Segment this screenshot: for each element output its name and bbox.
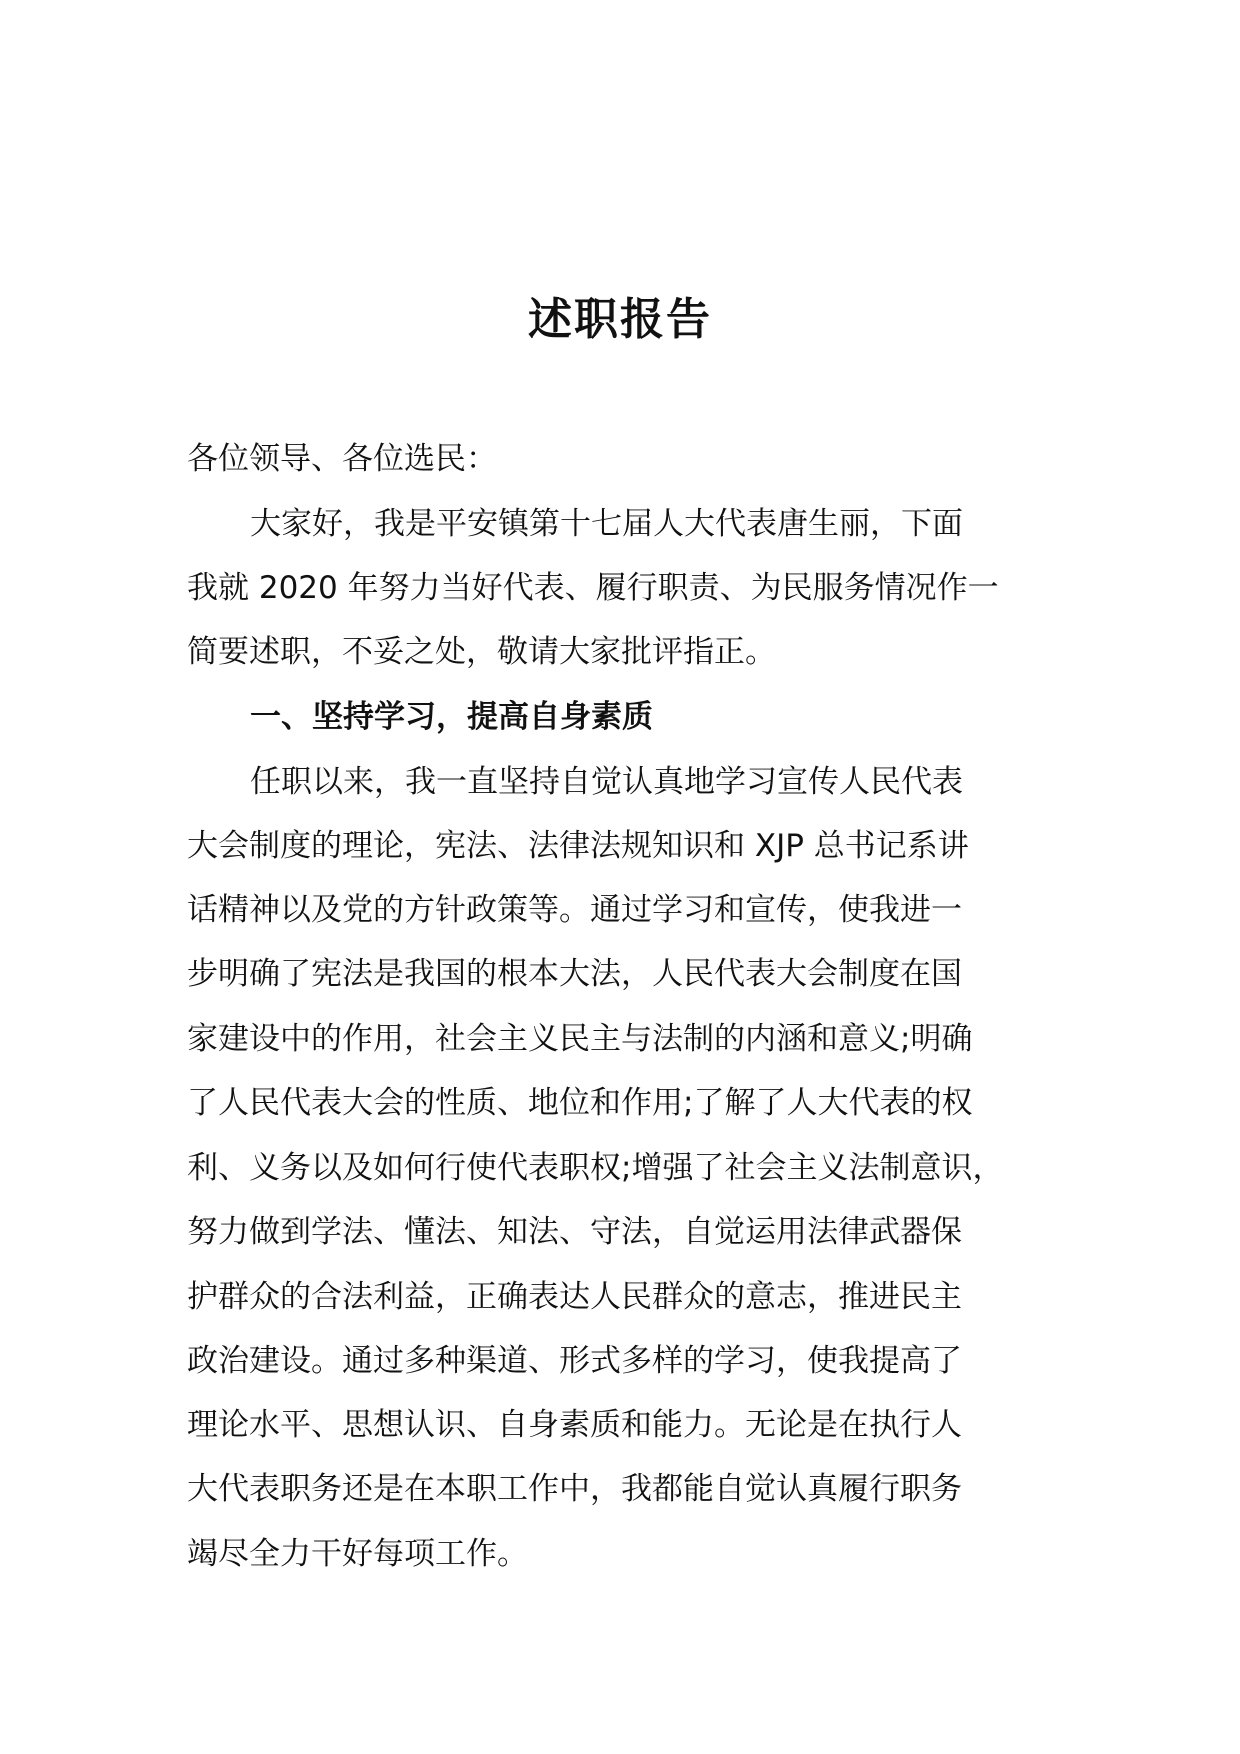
paragraph-line: 竭尽全力干好每项工作。 [187, 1536, 528, 1572]
salutation-line: 各位领导、各位选民： [187, 441, 497, 477]
document-title: 述职报告 [528, 294, 712, 345]
paragraph-line: 大会制度的理论，宪法、法律法规知识和 XJP 总书记系讲 [187, 828, 969, 864]
paragraph-line: 护群众的合法利益，正确表达人民群众的意志，推进民主 [187, 1279, 962, 1315]
paragraph-line: 简要述职，不妥之处，敬请大家批评指正。 [187, 634, 776, 670]
paragraph-line: 话精神以及党的方针政策等。通过学习和宣传，使我进一 [187, 892, 962, 928]
paragraph-line: 努力做到学法、懂法、知法、守法，自觉运用法律武器保 [187, 1214, 962, 1250]
paragraph-line: 大代表职务还是在本职工作中，我都能自觉认真履行职务 [187, 1471, 962, 1507]
paragraph-line: 利、义务以及如何行使代表职权;增强了社会主义法制意识， [187, 1150, 1004, 1186]
paragraph-line: 政治建设。通过多种渠道、形式多样的学习，使我提高了 [187, 1343, 962, 1379]
paragraph-line: 家建设中的作用，社会主义民主与法制的内涵和意义;明确 [187, 1021, 973, 1057]
paragraph-line: 理论水平、思想认识、自身素质和能力。无论是在执行人 [187, 1407, 962, 1443]
section-heading: 一、坚持学习，提高自身素质 [250, 699, 653, 735]
paragraph-line: 步明确了宪法是我国的根本大法，人民代表大会制度在国 [187, 956, 962, 992]
paragraph-line: 我就 2020 年努力当好代表、履行职责、为民服务情况作一 [187, 570, 999, 606]
paragraph-line: 大家好，我是平安镇第十七届人大代表唐生丽，下面 [250, 506, 963, 542]
paragraph-line: 了人民代表大会的性质、地位和作用;了解了人大代表的权 [187, 1085, 973, 1121]
paragraph-line: 任职以来，我一直坚持自觉认真地学习宣传人民代表 [250, 764, 963, 800]
